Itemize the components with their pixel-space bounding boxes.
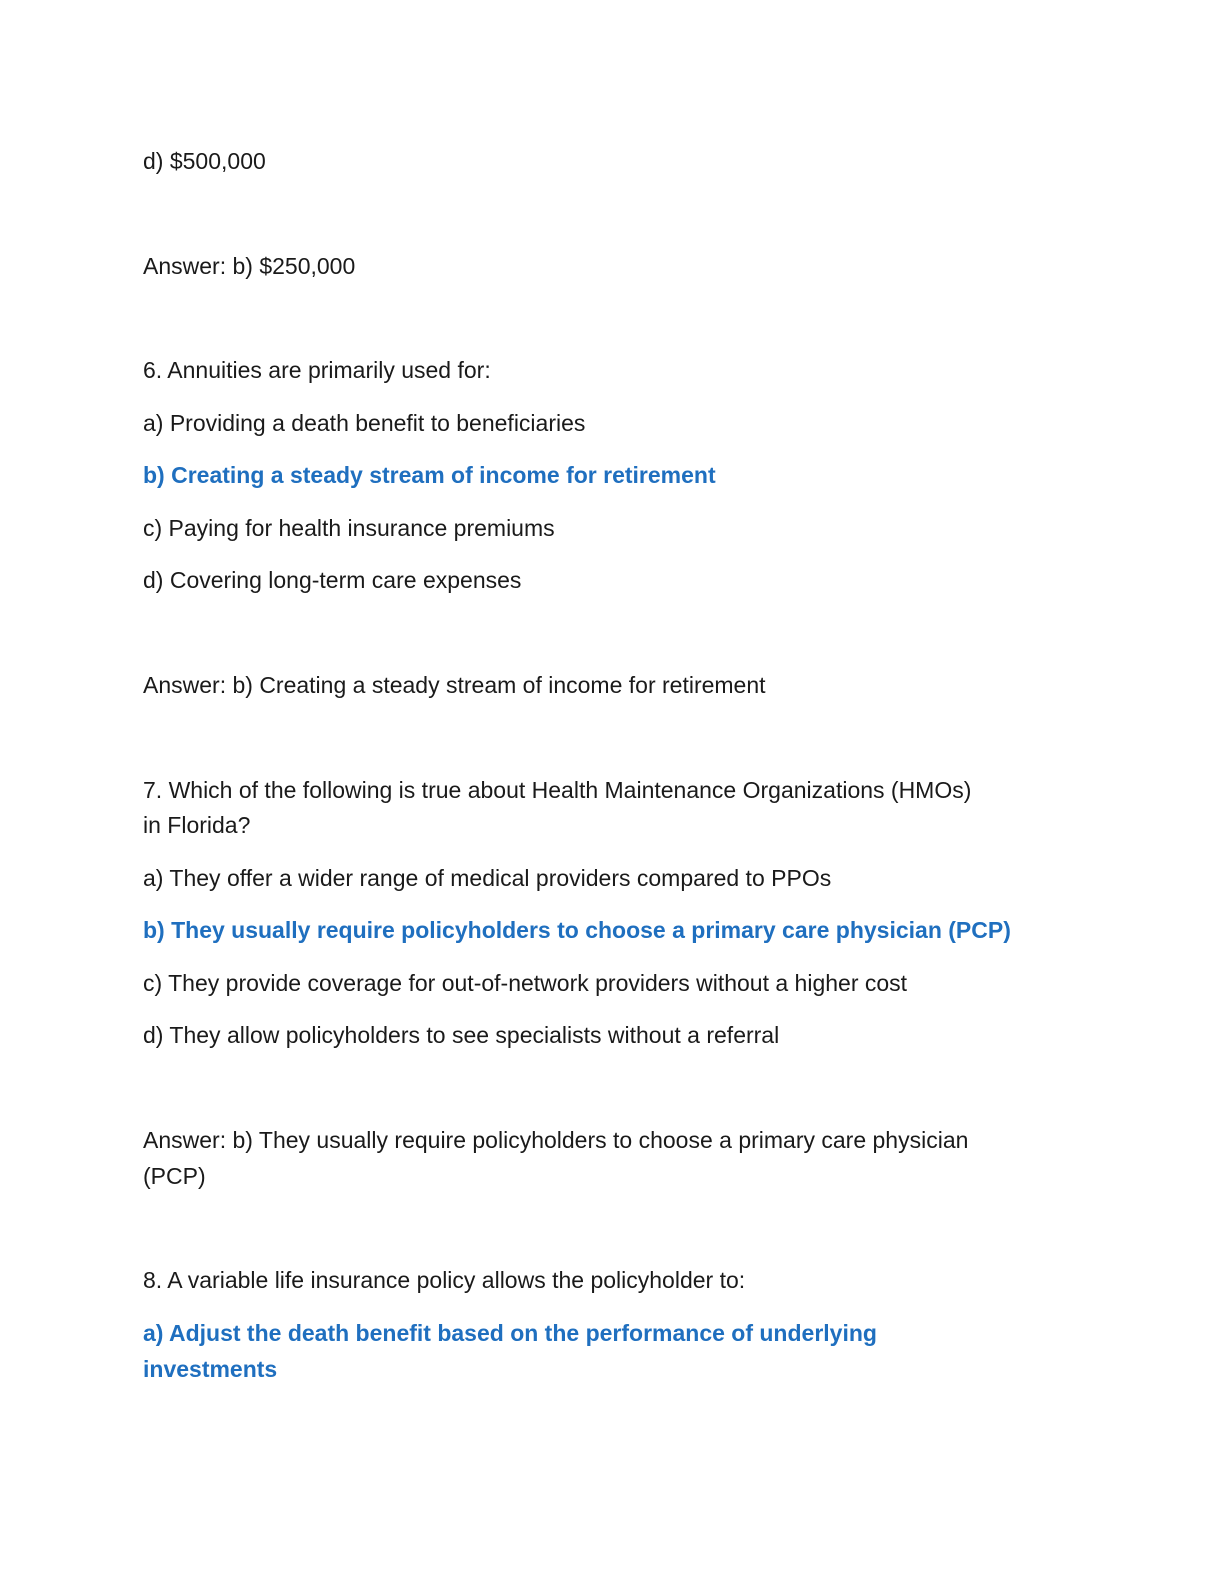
q7-answer-line1: Answer: b) They usually require policyholders to choose a primary care physician <box>143 1127 969 1153</box>
q6-option-b-correct: b) Creating a steady stream of income for retirement <box>143 462 716 488</box>
q6-question: 6. Annuities are primarily used for: <box>143 357 491 383</box>
q7-option-c: c) They provide coverage for out-of-network providers without a higher cost <box>143 970 908 996</box>
q8-option-a-correct-line1: a) Adjust the death benefit based on the performance of underlying <box>143 1320 877 1346</box>
q7-question-line1: 7. Which of the following is true about Health Maintenance Organizations (HMOs) <box>143 777 972 803</box>
q6-answer: Answer: b) Creating a steady stream of income for retirement <box>143 672 766 698</box>
q7-option-a: a) They offer a wider range of medical providers compared to PPOs <box>143 865 832 891</box>
q7-option-d: d) They allow policyholders to see specialists without a referral <box>143 1022 780 1048</box>
q8-question: 8. A variable life insurance policy allows the policyholder to: <box>143 1267 746 1293</box>
q7-question-line2: in Florida? <box>143 812 251 838</box>
previous-answer: Answer: b) $250,000 <box>143 253 356 279</box>
q6-option-a: a) Providing a death benefit to beneficiaries <box>143 410 586 436</box>
q7-answer-line2: (PCP) <box>143 1163 206 1189</box>
q6-option-c: c) Paying for health insurance premiums <box>143 515 555 541</box>
q6-option-d: d) Covering long-term care expenses <box>143 567 522 593</box>
previous-option-d: d) $500,000 <box>143 148 266 174</box>
q7-option-b-correct: b) They usually require policyholders to choose a primary care physician (PCP) <box>143 917 1011 943</box>
q8-option-a-correct-line2: investments <box>143 1356 278 1382</box>
